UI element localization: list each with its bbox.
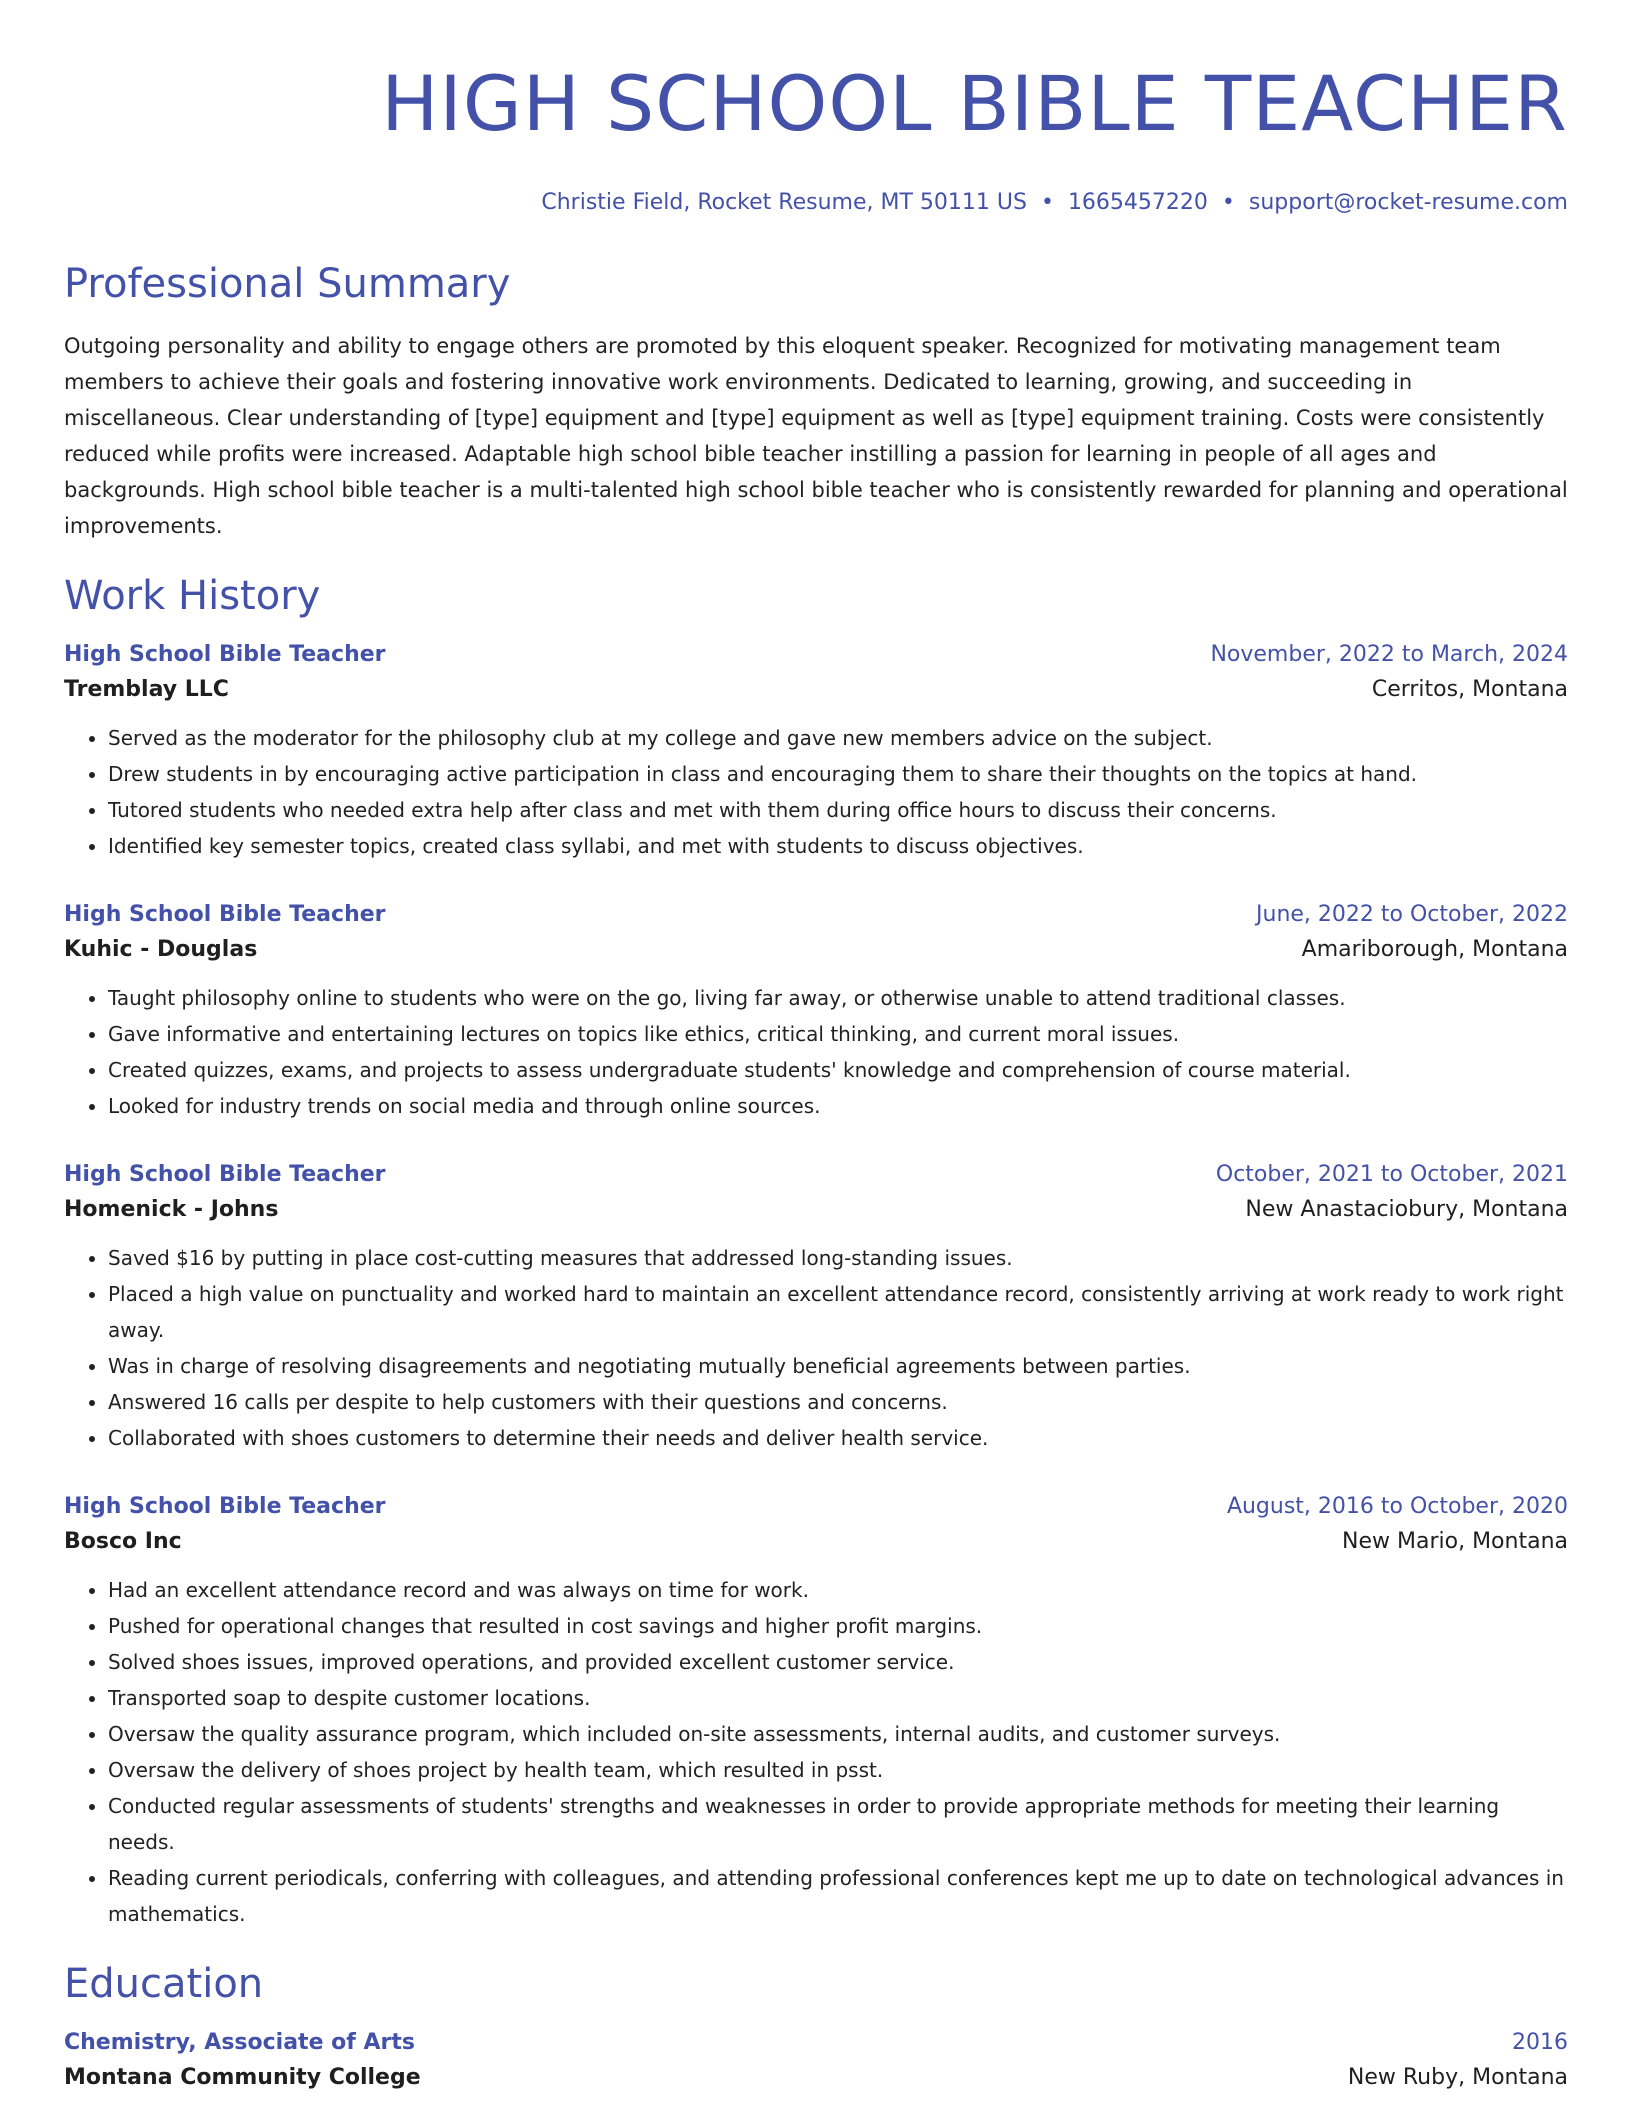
school-name: Montana Community College bbox=[64, 2065, 421, 2090]
job-bullet: • Oversaw the delivery of shoes project by health team, which resulted in psst. bbox=[108, 1752, 1568, 1788]
work-history-list bbox=[64, 640, 1568, 1932]
job-entry bbox=[64, 1160, 1568, 1456]
summary-text: Outgoing personality and ability to engage others are promoted by this eloquent speaker. Recognized for motivating management team members to achieve their goals and fostering innovative work environments. Dedicated to learning, growing, and succeeding in miscellaneous. Clear understanding of [type] equipment and [type] equipment as well as [type] equipment training. Costs were consistently reduced while profits were increased. Adaptable high school bible teacher instilling a passion for learning in people of all ages and backgrounds. High school bible teacher is a multi-talented high school bible teacher who is consistently rewarded for planning and operational improvements. bbox=[64, 334, 1568, 538]
job-employer-row bbox=[64, 1522, 1568, 1562]
education-header-row bbox=[64, 2028, 1568, 2058]
job-location: New Mario, Montana bbox=[1342, 1529, 1568, 1554]
job-bullet: • Created quizzes, exams, and projects to assess undergraduate students' knowledge and comprehension of course material. bbox=[108, 1052, 1568, 1088]
job-bullet: • Pushed for operational changes that resulted in cost savings and higher profit margins. bbox=[108, 1608, 1568, 1644]
education-school-row bbox=[64, 2058, 1568, 2098]
job-employer-row bbox=[64, 1190, 1568, 1230]
job-bullet-list bbox=[64, 1572, 1568, 1932]
job-employer-row bbox=[64, 930, 1568, 970]
job-location: Cerritos, Montana bbox=[1371, 677, 1568, 702]
resume-title: HIGH SCHOOL BIBLE TEACHER bbox=[381, 59, 1568, 148]
company-name: Bosco Inc bbox=[64, 1529, 182, 1554]
job-bullet: • Looked for industry trends on social media and through online sources. bbox=[108, 1088, 1568, 1124]
job-dates: November, 2022 to March, 2024 bbox=[1210, 642, 1568, 667]
resume-page bbox=[64, 0, 1568, 2098]
job-bullet: • Collaborated with shoes customers to determine their needs and deliver health service. bbox=[108, 1420, 1568, 1456]
contact-address: Christie Field, Rocket Resume, MT 50111 US bbox=[541, 190, 1027, 215]
job-bullet: • Placed a high value on punctuality and worked hard to maintain an excellent attendance record, consistently arriving at work ready to work right away. bbox=[108, 1276, 1568, 1348]
company-name: Kuhic - Douglas bbox=[64, 937, 258, 962]
job-title: High School Bible Teacher bbox=[64, 1162, 386, 1187]
job-bullet-list bbox=[64, 720, 1568, 864]
contact-phone: 1665457220 bbox=[1067, 190, 1208, 215]
job-bullet: • Gave informative and entertaining lectures on topics like ethics, critical thinking, and current moral issues. bbox=[108, 1016, 1568, 1052]
contact-line bbox=[64, 188, 1568, 218]
job-bullet: • Served as the moderator for the philosophy club at my college and gave new members advice on the subject. bbox=[108, 720, 1568, 756]
job-header-row bbox=[64, 1492, 1568, 1522]
job-dates: August, 2016 to October, 2020 bbox=[1226, 1494, 1568, 1519]
job-title: High School Bible Teacher bbox=[64, 902, 386, 927]
job-bullet: • Solved shoes issues, improved operations, and provided excellent customer service. bbox=[108, 1644, 1568, 1680]
job-bullet: • Reading current periodicals, conferring with colleagues, and attending professional conferences kept me up to date on technological advances in mathematics. bbox=[108, 1860, 1568, 1932]
graduation-year: 2016 bbox=[1512, 2030, 1568, 2055]
job-bullet: • Taught philosophy online to students who were on the go, living far away, or otherwise unable to attend traditional classes. bbox=[108, 980, 1568, 1016]
company-name: Homenick - Johns bbox=[64, 1197, 279, 1222]
contact-separator: • bbox=[1040, 190, 1054, 215]
degree: Chemistry, Associate of Arts bbox=[64, 2030, 415, 2055]
job-bullet: • Was in charge of resolving disagreements and negotiating mutually beneficial agreements between parties. bbox=[108, 1348, 1568, 1384]
job-location: New Anastaciobury, Montana bbox=[1245, 1197, 1568, 1222]
job-dates: June, 2022 to October, 2022 bbox=[1256, 902, 1568, 927]
job-entry bbox=[64, 900, 1568, 1124]
job-entry bbox=[64, 1492, 1568, 1932]
job-dates: October, 2021 to October, 2021 bbox=[1215, 1162, 1568, 1187]
job-employer-row bbox=[64, 670, 1568, 710]
job-bullet: • Drew students in by encouraging active participation in class and encouraging them to share their thoughts on the topics at hand. bbox=[108, 756, 1568, 792]
education-heading: Education bbox=[64, 1961, 264, 2007]
job-title: High School Bible Teacher bbox=[64, 642, 386, 667]
job-bullet-list bbox=[64, 980, 1568, 1124]
company-name: Tremblay LLC bbox=[64, 677, 229, 702]
job-bullet: • Had an excellent attendance record and was always on time for work. bbox=[108, 1572, 1568, 1608]
job-bullet: • Identified key semester topics, created class syllabi, and met with students to discuss objectives. bbox=[108, 828, 1568, 864]
education-entry bbox=[64, 2028, 1568, 2098]
education-list bbox=[64, 2028, 1568, 2098]
contact-separator: • bbox=[1221, 190, 1235, 215]
job-header-row bbox=[64, 900, 1568, 930]
job-header-row bbox=[64, 1160, 1568, 1190]
job-header-row bbox=[64, 640, 1568, 670]
job-bullet: • Answered 16 calls per despite to help customers with their questions and concerns. bbox=[108, 1384, 1568, 1420]
summary-heading: Professional Summary bbox=[64, 261, 511, 307]
job-bullet: • Transported soap to despite customer locations. bbox=[108, 1680, 1568, 1716]
job-bullet: • Saved $16 by putting in place cost-cutting measures that addressed long-standing issues. bbox=[108, 1240, 1568, 1276]
job-bullet: • Tutored students who needed extra help after class and met with them during office hours to discuss their concerns. bbox=[108, 792, 1568, 828]
school-location: New Ruby, Montana bbox=[1347, 2065, 1568, 2090]
job-bullet-list bbox=[64, 1240, 1568, 1456]
work-history-heading: Work History bbox=[64, 573, 321, 619]
job-bullet: • Conducted regular assessments of students' strengths and weaknesses in order to provide appropriate methods for meeting their learning needs. bbox=[108, 1788, 1568, 1860]
contact-email[interactable]: support@rocket-resume.com bbox=[1248, 190, 1568, 215]
job-entry bbox=[64, 640, 1568, 864]
job-location: Amariborough, Montana bbox=[1301, 937, 1568, 962]
job-bullet: • Oversaw the quality assurance program, which included on-site assessments, internal audits, and customer surveys. bbox=[108, 1716, 1568, 1752]
job-title: High School Bible Teacher bbox=[64, 1494, 386, 1519]
